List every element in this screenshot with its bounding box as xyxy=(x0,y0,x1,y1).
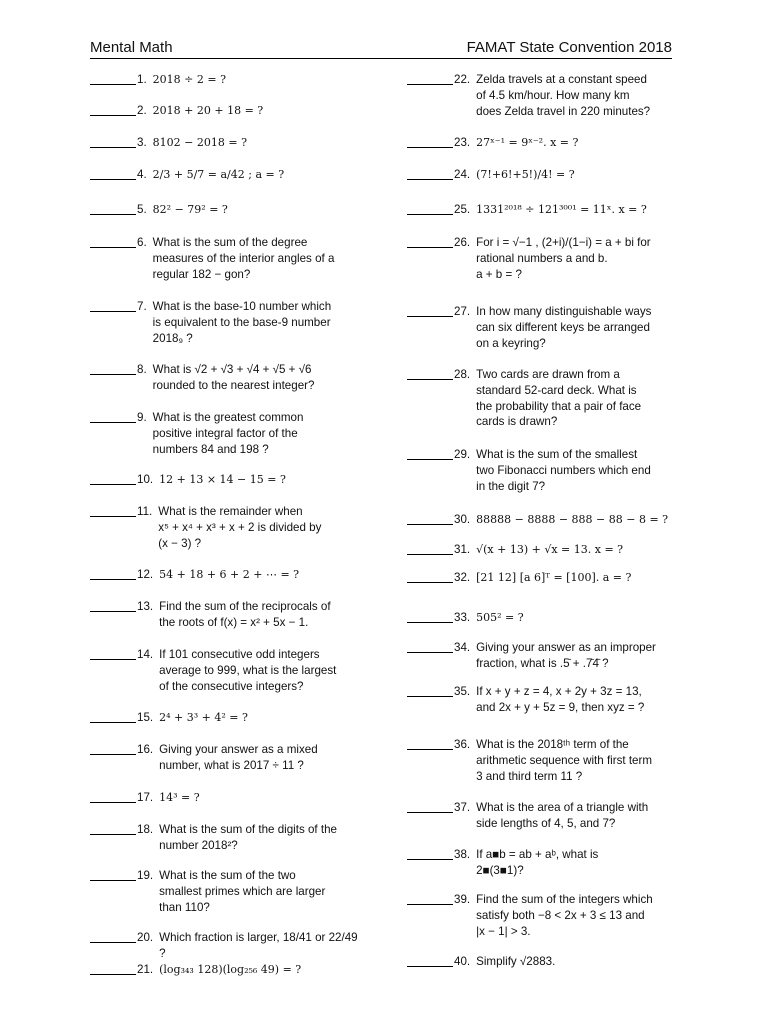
question-number: 17. xyxy=(137,791,154,804)
question-number: 5. xyxy=(137,203,147,216)
question-text: If x + y + z = 4, x + 2y + 3z = 13, and 2x + y + 5z = 9, then xyz = ? xyxy=(476,685,645,714)
answer-blank[interactable] xyxy=(407,610,453,623)
question-item xyxy=(90,710,362,726)
question-text: What is √2 + √3 + √4 + √5 + √6 rounded to the nearest integer? xyxy=(152,363,315,392)
question-text: What is the sum of the two smallest primes which are larger than 110? xyxy=(159,869,326,914)
answer-blank[interactable] xyxy=(90,962,136,975)
answer-blank[interactable] xyxy=(90,410,136,423)
question-text: What is the sum of the degree measures of the interior angles of a regular 182 − gon? xyxy=(152,236,335,281)
answer-blank[interactable] xyxy=(90,103,136,116)
question-number: 39. xyxy=(454,893,471,906)
question-item xyxy=(407,640,677,672)
answer-blank[interactable] xyxy=(407,640,453,653)
question-text: Find the sum of the integers which satisfy both −8 < 2x + 3 ≤ 13 and |x − 1| > 3. xyxy=(476,893,653,938)
question-number: 25. xyxy=(454,203,471,216)
question-number: 13. xyxy=(137,600,154,613)
question-number: 40. xyxy=(454,955,471,968)
question-text: Which fraction is larger, 18/41 or 22/49 ? xyxy=(159,931,358,960)
question-item xyxy=(90,299,362,346)
question-text: Giving your answer as a mixed number, what is 2017 ÷ 11 ? xyxy=(159,743,318,772)
answer-blank[interactable] xyxy=(90,299,136,312)
answer-blank[interactable] xyxy=(90,790,136,803)
question-number: 32. xyxy=(454,571,471,584)
question-item xyxy=(90,962,362,978)
question-number: 8. xyxy=(137,363,147,376)
answer-blank[interactable] xyxy=(90,567,136,580)
question-number: 27. xyxy=(454,305,471,318)
question-text: 14³ = ? xyxy=(159,791,200,804)
question-item xyxy=(407,512,677,528)
question-number: 22. xyxy=(454,73,471,86)
answer-blank[interactable] xyxy=(90,167,136,180)
question-number: 18. xyxy=(137,823,154,836)
question-item xyxy=(407,847,677,879)
answer-blank[interactable] xyxy=(90,710,136,723)
question-item xyxy=(407,892,677,939)
question-text: What is the sum of the digits of the number 2018²? xyxy=(159,823,337,852)
question-item xyxy=(90,822,362,854)
answer-blank[interactable] xyxy=(407,202,453,215)
question-number: 34. xyxy=(454,641,471,654)
question-number: 3. xyxy=(137,136,147,149)
question-text: [21 12] [a 6]ᵀ = [100]. a = ? xyxy=(476,571,632,584)
question-text: What is the 2018ᵗʰ term of the arithmetic sequence with first term 3 and third term 11 ? xyxy=(476,738,653,783)
question-number: 11. xyxy=(137,505,153,518)
answer-blank[interactable] xyxy=(90,135,136,148)
question-item xyxy=(90,167,362,183)
question-text: 505² = ? xyxy=(476,611,524,624)
answer-blank[interactable] xyxy=(90,930,136,943)
question-text: (log₃₄₃ 128)(log₂₅₆ 49) = ? xyxy=(159,963,302,976)
question-text: 2⁴ + 3³ + 4² = ? xyxy=(159,711,248,724)
question-number: 28. xyxy=(454,368,471,381)
answer-blank[interactable] xyxy=(90,822,136,835)
question-item xyxy=(90,72,362,88)
answer-blank[interactable] xyxy=(407,72,453,85)
question-text: √(x + 13) + √x = 13. x = ? xyxy=(476,543,624,556)
answer-blank[interactable] xyxy=(90,647,136,660)
answer-blank[interactable] xyxy=(407,684,453,697)
question-item xyxy=(90,103,362,119)
question-text: Zelda travels at a constant speed of 4.5 km/hour. How many km does Zelda travel in 220 minutes? xyxy=(476,73,651,118)
question-text: 2018 ÷ 2 = ? xyxy=(152,73,226,86)
question-text: In how many distinguishable ways can six different keys be arranged on a keyring? xyxy=(476,305,652,350)
header-title-right: FAMAT State Convention 2018 xyxy=(466,39,672,56)
question-item xyxy=(407,304,677,351)
answer-blank[interactable] xyxy=(407,892,453,905)
question-item xyxy=(90,742,362,774)
question-text: 1331²⁰¹⁸ ÷ 121³⁰⁰¹ = 11ˣ. x = ? xyxy=(476,203,647,216)
question-item xyxy=(407,135,677,151)
question-text: Simplify √2883. xyxy=(476,955,556,968)
question-text: 82² − 79² = ? xyxy=(152,203,228,216)
question-text: 2018 + 20 + 18 = ? xyxy=(152,104,264,117)
question-item xyxy=(407,684,677,716)
question-number: 1. xyxy=(137,73,147,86)
answer-blank[interactable] xyxy=(90,72,136,85)
question-text: What is the base-10 number which is equivalent to the base-9 number 2018₉ ? xyxy=(152,300,332,345)
question-number: 21. xyxy=(137,963,154,976)
question-text: 54 + 18 + 6 + 2 + ⋯ = ? xyxy=(159,568,300,581)
question-number: 24. xyxy=(454,168,471,181)
question-item xyxy=(407,737,677,784)
question-text: 2/3 + 5/7 = a/42 ; a = ? xyxy=(152,168,285,181)
answer-blank[interactable] xyxy=(407,737,453,750)
question-item xyxy=(90,647,362,694)
answer-blank[interactable] xyxy=(90,472,136,485)
answer-blank[interactable] xyxy=(90,202,136,215)
answer-blank[interactable] xyxy=(90,868,136,881)
question-item xyxy=(407,954,677,970)
question-number: 35. xyxy=(454,685,471,698)
answer-blank[interactable] xyxy=(407,570,453,583)
question-item xyxy=(90,235,362,282)
question-number: 14. xyxy=(137,648,154,661)
question-item xyxy=(90,599,362,631)
answer-blank[interactable] xyxy=(407,542,453,555)
question-number: 16. xyxy=(137,743,154,756)
question-item xyxy=(90,504,362,551)
question-number: 37. xyxy=(454,801,471,814)
question-number: 7. xyxy=(137,300,147,313)
answer-blank[interactable] xyxy=(90,599,136,612)
question-item xyxy=(407,610,677,626)
question-text: What is the area of a triangle with side lengths of 4, 5, and 7? xyxy=(476,801,649,830)
answer-blank[interactable] xyxy=(407,447,453,460)
answer-blank[interactable] xyxy=(407,847,453,860)
question-text: For i = √−1 , (2+i)/(1−i) = a + bi for rational numbers a and b. a + b = ? xyxy=(476,236,651,281)
question-number: 23. xyxy=(454,136,471,149)
answer-blank[interactable] xyxy=(90,362,136,375)
question-text: (7!+6!+5!)/4! = ? xyxy=(476,168,575,181)
answer-blank[interactable] xyxy=(407,367,453,380)
question-number: 2. xyxy=(137,104,147,117)
question-number: 26. xyxy=(454,236,471,249)
question-text: Find the sum of the reciprocals of the roots of f(x) = x² + 5x − 1. xyxy=(159,600,331,629)
question-text: 27ˣ⁻¹ = 9ˣ⁻². x = ? xyxy=(476,136,579,149)
question-item xyxy=(407,235,677,282)
question-number: 6. xyxy=(137,236,147,249)
question-item xyxy=(90,567,362,583)
question-number: 33. xyxy=(454,611,471,624)
question-number: 10. xyxy=(137,473,154,486)
question-number: 19. xyxy=(137,869,154,882)
question-text: 88888 − 8888 − 888 − 88 − 8 = ? xyxy=(476,513,669,526)
question-item xyxy=(407,202,677,218)
question-item xyxy=(90,362,362,394)
question-item xyxy=(90,135,362,151)
question-item xyxy=(407,367,677,430)
question-item xyxy=(407,800,677,832)
answer-blank[interactable] xyxy=(407,954,453,967)
question-text: 8102 − 2018 = ? xyxy=(152,136,247,149)
answer-blank[interactable] xyxy=(90,742,136,755)
question-item xyxy=(407,570,677,586)
question-number: 31. xyxy=(454,543,471,556)
question-item xyxy=(90,868,362,915)
question-text: What is the sum of the smallest two Fibonacci numbers which end in the digit 7? xyxy=(476,448,651,493)
question-number: 36. xyxy=(454,738,471,751)
answer-blank[interactable] xyxy=(407,235,453,248)
answer-blank[interactable] xyxy=(407,800,453,813)
answer-blank[interactable] xyxy=(407,167,453,180)
answer-blank[interactable] xyxy=(90,504,136,517)
question-number: 30. xyxy=(454,513,471,526)
question-item xyxy=(90,790,362,806)
answer-blank[interactable] xyxy=(90,235,136,248)
question-text: 12 + 13 × 14 − 15 = ? xyxy=(159,473,286,486)
question-number: 29. xyxy=(454,448,471,461)
question-item xyxy=(407,72,677,119)
question-item xyxy=(90,202,362,218)
question-item xyxy=(407,167,677,183)
answer-blank[interactable] xyxy=(407,304,453,317)
question-text: If 101 consecutive odd integers average to 999, what is the largest of the consecutive integers? xyxy=(159,648,337,693)
question-text: Giving your answer as an improper fraction, what is .5̄ + .7̄4̄ ? xyxy=(476,641,656,670)
question-text: If a■b = ab + aᵇ, what is 2■(3■1)? xyxy=(476,848,599,877)
header-title-left: Mental Math xyxy=(90,39,173,56)
question-number: 4. xyxy=(137,168,147,181)
question-number: 9. xyxy=(137,411,147,424)
answer-blank[interactable] xyxy=(407,135,453,148)
question-number: 38. xyxy=(454,848,471,861)
question-item xyxy=(90,410,362,457)
question-text: What is the greatest common positive integral factor of the numbers 84 and 198 ? xyxy=(152,411,304,456)
question-item xyxy=(407,542,677,558)
question-item xyxy=(90,472,362,488)
question-number: 20. xyxy=(137,931,154,944)
question-item xyxy=(90,930,362,962)
question-item xyxy=(407,447,677,494)
question-text: Two cards are drawn from a standard 52-card deck. What is the probability that a pair of face cards is drawn? xyxy=(476,368,642,429)
question-number: 15. xyxy=(137,711,154,724)
question-number: 12. xyxy=(137,568,154,581)
page-header xyxy=(90,36,672,59)
answer-blank[interactable] xyxy=(407,512,453,525)
question-text: What is the remainder when x⁵ + x⁴ + x³ + x + 2 is divided by (x − 3) ? xyxy=(158,505,322,550)
